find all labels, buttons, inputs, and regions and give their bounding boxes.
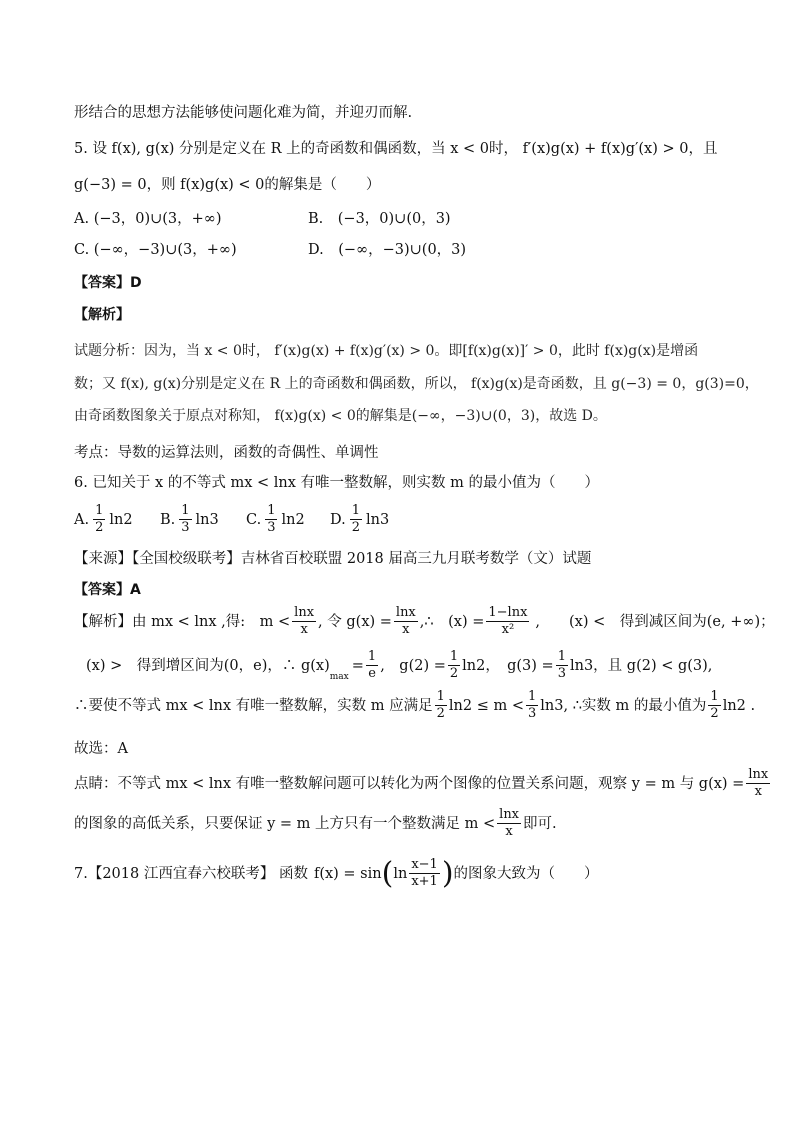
solution-6-row-3 [74, 690, 755, 722]
knowledge-point-5: 考点：导数的运算法则，函数的奇偶性、单调性 [74, 445, 379, 461]
fraction: $\frac{x-1}{x+1}$ [411, 857, 438, 890]
math-text: ln2 ≤ m < [448, 697, 524, 714]
math-text: (x) > 得到增区间为(0，e)，∴ g(x) [86, 657, 330, 674]
fraction: $\frac{\ln x}{x}$ [395, 605, 416, 638]
analysis-5-label: 【解析】 [74, 307, 130, 323]
math-text: ln [393, 865, 408, 882]
math-text: f(x) = sin [313, 865, 382, 882]
text-line: 形结合的思想方法能够使问题化难为简，并迎刃而解. [74, 105, 413, 121]
math-text: 的图象的高低关系，只要保证 y = m 上方只有一个整数满足 m < [74, 815, 496, 832]
question-5-option-d: D. (−∞，−3)∪(0，3) [308, 242, 467, 258]
analysis-5-line-2: 数；又 f(x), g(x)分别是定义在 R 上的奇函数和偶函数，所以， f(x)g(x)是奇函数，且 g(−3) = 0，g(3)=0， [74, 376, 759, 392]
fraction: $\frac{\ln x}{x}$ [748, 767, 769, 800]
option-value: ln2 [109, 511, 133, 528]
math-text: ln3，且 g(2) < g(3), [569, 657, 713, 674]
fraction: $\frac{\ln x}{x}$ [294, 605, 315, 638]
question-6-stem: 6. 已知关于 x 的不等式 mx < lnx 有唯一整数解，则实数 m 的最小值为（ ） [74, 475, 599, 491]
key-insight-row-1 [74, 768, 772, 800]
math-text: 【解析】由 mx < lnx ,得: m < [74, 613, 291, 630]
solution-6-row-1 [74, 606, 775, 638]
question-5-stem: 5. 设 f(x), g(x) 分别是定义在 R 上的奇函数和偶函数，当 x < 0时， f′(x)g(x) + f(x)g′(x) > 0，且 [74, 141, 718, 157]
option-value: ln2 [281, 511, 305, 528]
option-letter: D. [330, 511, 346, 528]
fraction: $\frac{1-\ln x}{\text{x²}}$ [488, 605, 528, 638]
math-text: , g(2) = [380, 657, 446, 674]
math-text: , 令 g(x) = [318, 613, 392, 630]
option-value: ln3 [366, 511, 390, 528]
fraction: $\frac{1}{2}$ [449, 649, 459, 682]
question-6-option-a [74, 504, 133, 536]
fraction: $\frac{1}{2}$ [436, 689, 445, 722]
question-6-option-d [330, 504, 389, 536]
fraction: $\frac{1}{3}$ [557, 649, 566, 682]
option-letter: C. [246, 511, 262, 528]
paren-left: ( [381, 855, 394, 891]
paren-right: ) [441, 855, 454, 891]
fraction: $\frac{1}{2}$ [95, 503, 104, 536]
fraction: $\frac{1}{3}$ [181, 503, 190, 536]
math-text: 7.【2018 江西宜春六校联考】 函数 [74, 865, 308, 882]
analysis-5-line-1: 试题分析：因为，当 x < 0时， f′(x)g(x) + f(x)g′(x) > 0。即[f(x)g(x)]′ > 0，此时 f(x)g(x)是增函 [74, 343, 699, 359]
answer-6: 【答案】A [74, 582, 141, 598]
source-6: 【来源】【全国校级联考】吉林省百校联盟 2018 届高三九月联考数学（文）试题 [74, 551, 592, 567]
key-insight-row-2 [74, 808, 557, 840]
fraction: $\frac{1}{2}$ [710, 689, 719, 722]
option-value: ln3 [195, 511, 219, 528]
math-text: 的图象大致为（ ） [453, 865, 599, 882]
question-7-stem [74, 855, 599, 891]
math-text: , (x) < 得到减区间为(e, +∞)； [535, 613, 775, 630]
analysis-5-line-3: 由奇函数图象关于原点对称知， f(x)g(x) < 0的解集是(−∞，−3)∪(0，3)，故选 D。 [74, 408, 607, 424]
question-5-stem-cont: g(−3) = 0，则 f(x)g(x) < 0的解集是（ ） [74, 177, 381, 193]
math-text: ∴要使不等式 mx < lnx 有唯一整数解，实数 m 应满足 [74, 697, 433, 714]
choice-6: 故选：A [74, 741, 128, 757]
question-5-option-a: A. (−3，0)∪(3，+∞) [74, 211, 222, 227]
math-text: ln3, ∴实数 m 的最小值为 [540, 697, 707, 714]
option-letter: B. [160, 511, 176, 528]
math-text: 即可. [523, 815, 557, 832]
question-6-option-c [246, 504, 305, 536]
math-text: 点睛：不等式 mx < lnx 有唯一整数解问题可以转化为两个图像的位置关系问题，观察 y = m 与 g(x) = [74, 775, 745, 792]
subscript: max [329, 671, 349, 682]
question-5-option-b: B. (−3，0)∪(0，3) [308, 211, 451, 227]
math-text: = [351, 657, 364, 674]
fraction: $\frac{1}{3}$ [528, 689, 537, 722]
fraction: $\frac{1}{e}$ [367, 649, 377, 682]
fraction: $\frac{\ln x}{x}$ [499, 807, 520, 840]
question-6-option-b [160, 504, 219, 536]
math-text: ,∴ (x) = [419, 613, 485, 630]
option-letter: A. [74, 511, 90, 528]
answer-5: 【答案】D [74, 275, 142, 291]
question-5-option-c: C. (−∞，−3)∪(3，+∞) [74, 242, 237, 258]
math-text: ln2 . [722, 697, 756, 714]
math-text: ln2， g(3) = [462, 657, 554, 674]
solution-6-row-2 [86, 650, 712, 682]
fraction: $\frac{1}{2}$ [351, 503, 360, 536]
fraction: $\frac{1}{3}$ [267, 503, 276, 536]
